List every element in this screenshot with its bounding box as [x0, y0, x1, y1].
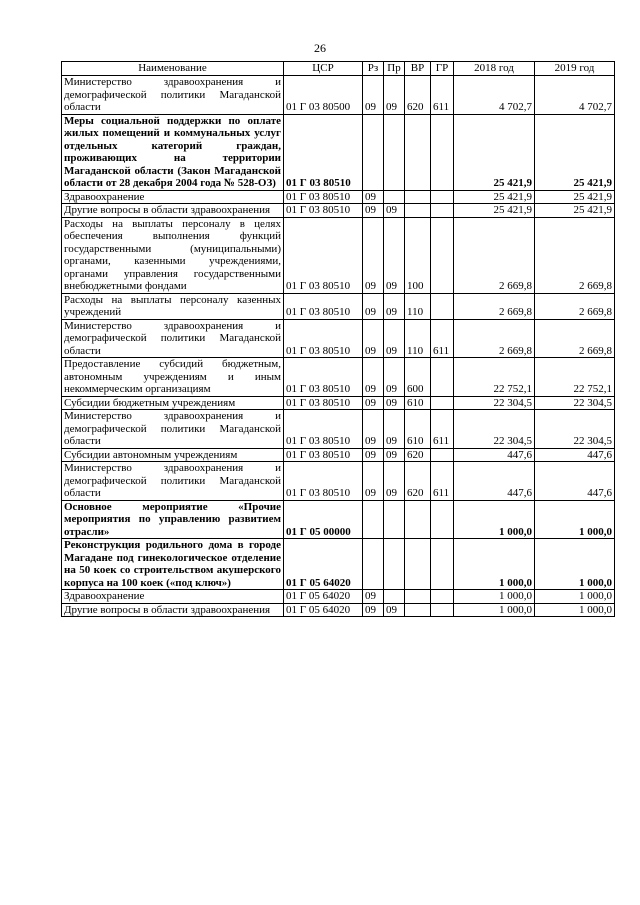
table-row: [62, 293, 615, 319]
row-name: Другие вопросы в области здравоохранения: [62, 603, 284, 617]
row-name: Министерство здравоохранения и демографической политики Магаданской области: [62, 410, 284, 449]
row-gr: 611: [431, 462, 454, 501]
row-rz: 09: [363, 76, 384, 115]
row-rz: 09: [363, 448, 384, 462]
row-rz: 09: [363, 319, 384, 358]
row-vr: 610: [405, 410, 431, 449]
row-pr: [384, 114, 405, 190]
row-pr: [384, 500, 405, 539]
header-2018: 2018 год: [454, 62, 535, 76]
row-amount-2019: 4 702,7: [535, 76, 615, 115]
header-code: ЦСР: [284, 62, 363, 76]
row-amount-2019: 1 000,0: [535, 500, 615, 539]
row-rz: 09: [363, 358, 384, 397]
row-vr: [405, 190, 431, 204]
row-rz: [363, 500, 384, 539]
table-row: [62, 590, 615, 604]
row-rz: 09: [363, 410, 384, 449]
row-amount-2019: 1 000,0: [535, 539, 615, 590]
row-code: 01 Г 03 80510: [284, 190, 363, 204]
row-pr: 09: [384, 448, 405, 462]
table-row: [62, 603, 615, 617]
row-gr: [431, 114, 454, 190]
row-vr: [405, 590, 431, 604]
row-amount-2019: 2 669,8: [535, 293, 615, 319]
row-vr: 620: [405, 448, 431, 462]
row-amount-2018: 25 421,9: [454, 190, 535, 204]
row-pr: 09: [384, 217, 405, 293]
row-rz: 09: [363, 590, 384, 604]
row-amount-2018: 1 000,0: [454, 590, 535, 604]
row-gr: 611: [431, 410, 454, 449]
row-pr: 09: [384, 319, 405, 358]
row-amount-2019: 22 304,5: [535, 410, 615, 449]
row-amount-2018: 2 669,8: [454, 293, 535, 319]
row-gr: [431, 603, 454, 617]
row-name: Расходы на выплаты персоналу в целях обеспечения выполнения функций государственными (муниципальными) органами, казенными учреждениями, органами управления государственными внебюджетными фондами: [62, 217, 284, 293]
row-code: 01 Г 03 80510: [284, 410, 363, 449]
row-pr: [384, 539, 405, 590]
row-vr: [405, 500, 431, 539]
table-row: [62, 114, 615, 190]
row-vr: [405, 114, 431, 190]
budget-table: [61, 61, 615, 617]
header-2019: 2019 год: [535, 62, 615, 76]
table-row: [62, 462, 615, 501]
row-pr: [384, 190, 405, 204]
row-pr: 09: [384, 293, 405, 319]
row-pr: [384, 590, 405, 604]
row-amount-2018: 22 752,1: [454, 358, 535, 397]
row-name: Субсидии бюджетным учреждениям: [62, 396, 284, 410]
row-name: Меры социальной поддержки по оплате жилых помещений и коммунальных услуг отдельных категорий граждан, проживающих на территории Магаданской области (Закон Магаданской области от 28 декабря 2004 года № 528-ОЗ): [62, 114, 284, 190]
header-gr: ГР: [431, 62, 454, 76]
row-pr: 09: [384, 358, 405, 397]
row-rz: 09: [363, 462, 384, 501]
row-gr: [431, 396, 454, 410]
row-amount-2018: 2 669,8: [454, 319, 535, 358]
row-name: Расходы на выплаты персоналу казенных учреждений: [62, 293, 284, 319]
row-gr: [431, 539, 454, 590]
row-code: 01 Г 03 80510: [284, 114, 363, 190]
row-gr: [431, 358, 454, 397]
row-code: 01 Г 03 80510: [284, 217, 363, 293]
row-amount-2018: 25 421,9: [454, 114, 535, 190]
row-amount-2018: 2 669,8: [454, 217, 535, 293]
row-pr: 09: [384, 603, 405, 617]
table-row: [62, 319, 615, 358]
page-number: 26: [314, 41, 326, 55]
row-code: 01 Г 03 80510: [284, 448, 363, 462]
row-rz: [363, 114, 384, 190]
table-row: [62, 358, 615, 397]
row-pr: 09: [384, 204, 405, 218]
table-body: [62, 76, 615, 617]
row-name: Здравоохранение: [62, 190, 284, 204]
row-code: 01 Г 03 80510: [284, 396, 363, 410]
row-rz: 09: [363, 190, 384, 204]
row-gr: [431, 190, 454, 204]
row-pr: 09: [384, 76, 405, 115]
row-gr: 611: [431, 76, 454, 115]
row-pr: 09: [384, 410, 405, 449]
row-name: Другие вопросы в области здравоохранения: [62, 204, 284, 218]
row-amount-2019: 22 752,1: [535, 358, 615, 397]
row-rz: 09: [363, 293, 384, 319]
table-row: [62, 204, 615, 218]
row-gr: [431, 217, 454, 293]
row-amount-2018: 447,6: [454, 448, 535, 462]
row-name: Субсидии автономным учреждениям: [62, 448, 284, 462]
row-amount-2018: 22 304,5: [454, 396, 535, 410]
row-rz: 09: [363, 603, 384, 617]
row-code: 01 Г 03 80510: [284, 358, 363, 397]
table-row: [62, 410, 615, 449]
row-gr: 611: [431, 319, 454, 358]
row-amount-2018: 1 000,0: [454, 500, 535, 539]
table-row: [62, 539, 615, 590]
table-row: [62, 190, 615, 204]
row-amount-2019: 1 000,0: [535, 590, 615, 604]
row-vr: 110: [405, 319, 431, 358]
row-amount-2018: 1 000,0: [454, 603, 535, 617]
row-code: 01 Г 03 80510: [284, 319, 363, 358]
row-amount-2019: 447,6: [535, 448, 615, 462]
row-amount-2019: 1 000,0: [535, 603, 615, 617]
row-name: Министерство здравоохранения и демографической политики Магаданской области: [62, 462, 284, 501]
header-row: [62, 62, 615, 76]
row-pr: 09: [384, 462, 405, 501]
row-amount-2018: 4 702,7: [454, 76, 535, 115]
row-name: Здравоохранение: [62, 590, 284, 604]
row-rz: [363, 539, 384, 590]
row-vr: 600: [405, 358, 431, 397]
row-rz: 09: [363, 204, 384, 218]
row-vr: 620: [405, 462, 431, 501]
row-amount-2018: 447,6: [454, 462, 535, 501]
header-name: Наименование: [62, 62, 284, 76]
row-pr: 09: [384, 396, 405, 410]
row-vr: [405, 204, 431, 218]
row-code: 01 Г 03 80510: [284, 462, 363, 501]
row-name: Реконструкция родильного дома в городе Магадане под гинекологическое отделение на 50 коек со строительством акушерского корпуса на 100 коек («под ключ»): [62, 539, 284, 590]
header-pr: Пр: [384, 62, 405, 76]
row-amount-2018: 25 421,9: [454, 204, 535, 218]
row-code: 01 Г 05 64020: [284, 603, 363, 617]
row-amount-2019: 2 669,8: [535, 319, 615, 358]
row-gr: [431, 448, 454, 462]
row-amount-2019: 25 421,9: [535, 204, 615, 218]
header-rz: Рз: [363, 62, 384, 76]
row-gr: [431, 204, 454, 218]
row-code: 01 Г 03 80500: [284, 76, 363, 115]
row-vr: 610: [405, 396, 431, 410]
row-gr: [431, 590, 454, 604]
header-vr: ВР: [405, 62, 431, 76]
row-amount-2019: 447,6: [535, 462, 615, 501]
row-name: Министерство здравоохранения и демографической политики Магаданской области: [62, 319, 284, 358]
row-vr: 100: [405, 217, 431, 293]
row-amount-2019: 22 304,5: [535, 396, 615, 410]
row-code: 01 Г 03 80510: [284, 204, 363, 218]
row-code: 01 Г 05 00000: [284, 500, 363, 539]
row-vr: 620: [405, 76, 431, 115]
row-amount-2018: 1 000,0: [454, 539, 535, 590]
row-gr: [431, 500, 454, 539]
row-amount-2019: 25 421,9: [535, 114, 615, 190]
row-rz: 09: [363, 217, 384, 293]
table-row: [62, 217, 615, 293]
row-gr: [431, 293, 454, 319]
table-row: [62, 500, 615, 539]
row-code: 01 Г 05 64020: [284, 590, 363, 604]
table-row: [62, 448, 615, 462]
row-amount-2019: 25 421,9: [535, 190, 615, 204]
row-code: 01 Г 03 80510: [284, 293, 363, 319]
row-vr: [405, 539, 431, 590]
row-name: Предоставление субсидий бюджетным, автономным учреждениям и иным некоммерческим организациям: [62, 358, 284, 397]
row-rz: 09: [363, 396, 384, 410]
row-name: Министерство здравоохранения и демографической политики Магаданской области: [62, 76, 284, 115]
row-name: Основное мероприятие «Прочие мероприятия по управлению развитием отрасли»: [62, 500, 284, 539]
table-row: [62, 76, 615, 115]
row-vr: [405, 603, 431, 617]
row-vr: 110: [405, 293, 431, 319]
row-amount-2019: 2 669,8: [535, 217, 615, 293]
row-amount-2018: 22 304,5: [454, 410, 535, 449]
table-row: [62, 396, 615, 410]
row-code: 01 Г 05 64020: [284, 539, 363, 590]
